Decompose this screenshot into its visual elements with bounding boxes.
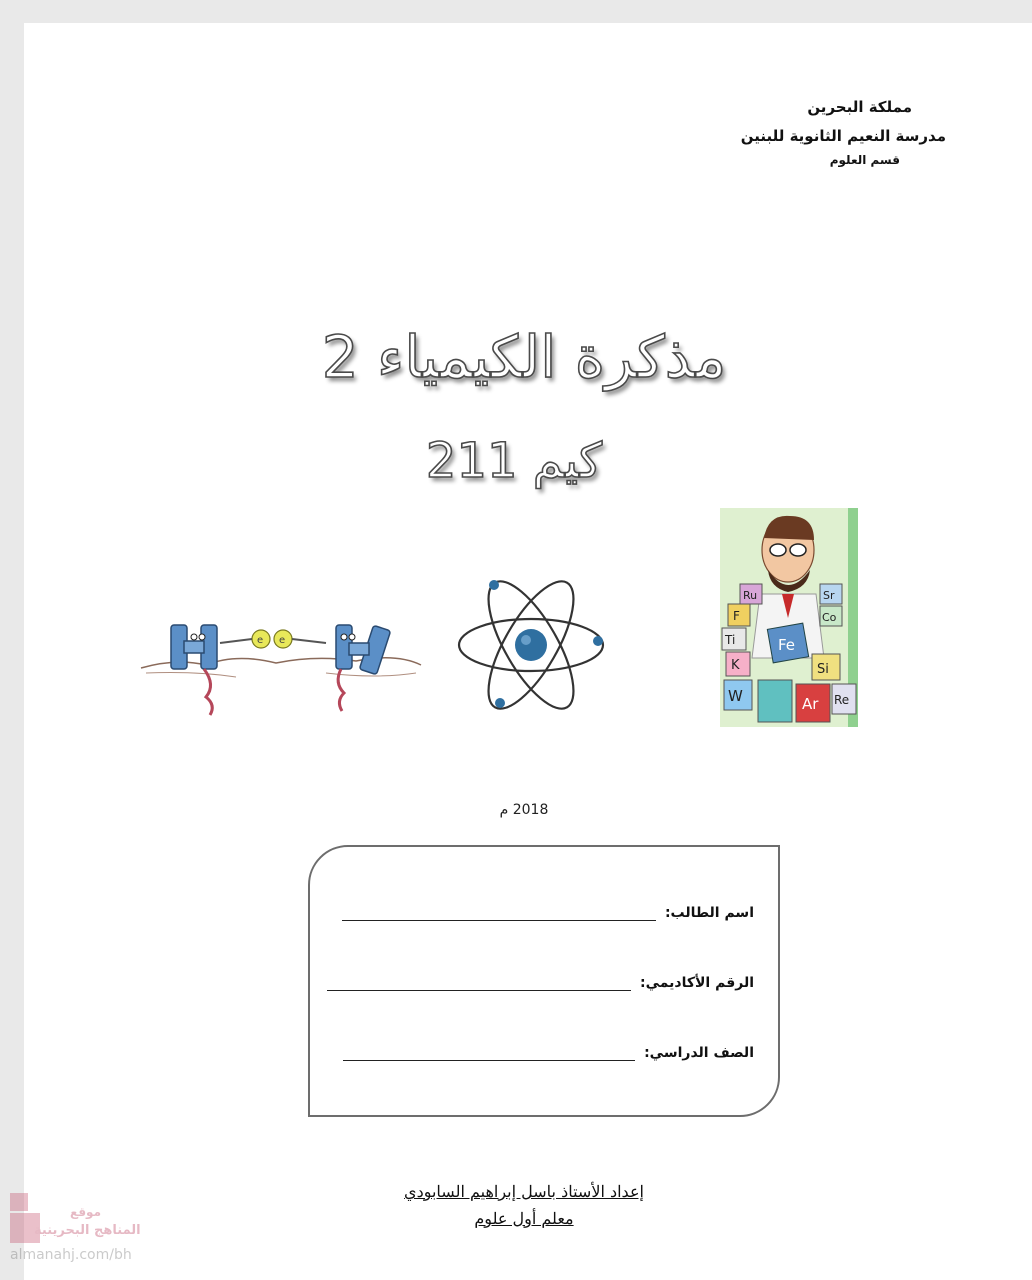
student-name-label: اسم الطالب: <box>664 905 754 921</box>
svg-text:Ti: Ti <box>725 633 736 647</box>
year-label: 2018 م <box>499 802 549 818</box>
svg-text:K: K <box>731 658 740 673</box>
svg-text:W: W <box>728 687 743 705</box>
student-info-box <box>308 845 780 1117</box>
svg-text:Ar: Ar <box>802 695 819 713</box>
chemist-illustration <box>720 508 858 727</box>
svg-text:F: F <box>733 609 740 623</box>
student-name-field[interactable] <box>342 905 754 921</box>
header-school: مدرسة النعيم الثانوية للبنين <box>740 127 946 145</box>
hydrogen-atom-left <box>171 625 217 715</box>
header-department: قسم العلوم <box>829 153 900 167</box>
class-line[interactable] <box>343 1046 635 1061</box>
course-code: كيم 211 <box>425 433 603 489</box>
watermark-line2: المناهج البحرينية <box>34 1223 141 1238</box>
academic-number-line[interactable] <box>327 976 631 991</box>
svg-text:Si: Si <box>817 662 829 677</box>
svg-text:Fe: Fe <box>778 636 796 654</box>
header-kingdom: مملكة البحرين <box>807 98 912 116</box>
document-page <box>10 23 1032 1280</box>
academic-number-field[interactable] <box>327 975 754 991</box>
prepared-by: إعداد الأستاذ باسل إبراهيم السابودي <box>404 1182 644 1201</box>
class-field[interactable] <box>343 1045 754 1061</box>
svg-text:Re: Re <box>834 693 850 707</box>
watermark-logo-icon <box>10 1193 28 1211</box>
svg-text:e: e <box>257 635 264 646</box>
svg-text:e: e <box>279 635 286 646</box>
student-name-line[interactable] <box>342 906 656 921</box>
author-block <box>354 1178 694 1232</box>
hydrogen-atom-right <box>336 625 391 711</box>
hydrogen-bond-illustration <box>136 593 426 723</box>
author-role: معلم أول علوم <box>474 1209 574 1228</box>
atom-illustration <box>452 575 610 715</box>
watermark-url: almanahj.com/bh <box>10 1247 132 1263</box>
electron-pair <box>220 630 326 648</box>
class-label: الصف الدراسي: <box>644 1045 754 1061</box>
academic-number-label: الرقم الأكاديمي: <box>640 975 754 991</box>
svg-text:Sr: Sr <box>823 589 835 602</box>
svg-text:Co: Co <box>822 611 837 624</box>
school-header <box>686 93 946 169</box>
watermark-line1: موقع <box>70 1205 102 1219</box>
site-watermark <box>10 1193 170 1273</box>
svg-text:Ru: Ru <box>743 589 758 602</box>
document-title: مذكرة الكيمياء 2 <box>321 323 727 391</box>
